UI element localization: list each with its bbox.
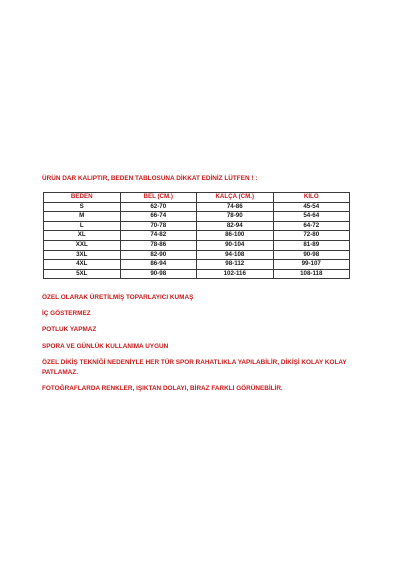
note-not-see-through: İÇ GÖSTERMEZ xyxy=(42,310,91,318)
note-sport-daily-use: SPORA VE GÜNLÜK KULLANIMA UYGUN xyxy=(42,342,169,350)
weight-cell: 99-107 xyxy=(273,260,350,270)
waist-cell: 78-86 xyxy=(120,240,197,250)
hip-cell: 82-94 xyxy=(197,221,274,231)
waist-cell: 82-90 xyxy=(120,250,197,260)
weight-cell: 81-89 xyxy=(273,240,350,250)
table-row xyxy=(44,231,350,241)
table-row xyxy=(44,202,350,212)
waist-cell: 66-74 xyxy=(120,212,197,222)
table-row xyxy=(44,250,350,260)
size-cell: 4XL xyxy=(44,260,121,270)
table-header-row xyxy=(44,193,350,203)
hip-cell: 86-100 xyxy=(197,231,274,241)
table-row xyxy=(44,260,350,270)
size-cell: 3XL xyxy=(44,250,121,260)
table-row xyxy=(44,212,350,222)
size-cell: XXL xyxy=(44,240,121,250)
column-header-weight: KİLO xyxy=(273,193,350,203)
note-stitching: ÖZEL DİKİŞ TEKNİĞİ NEDENİYLE HER TÜR SPOR RAHATLIKLA YAPILABİLİR, DİKİŞİ KOLAY KOLAY PATLAMAZ. xyxy=(42,358,347,376)
size-cell: 5XL xyxy=(44,269,121,279)
weight-cell: 54-64 xyxy=(273,212,350,222)
waist-cell: 90-98 xyxy=(120,269,197,279)
size-cell: M xyxy=(44,212,121,222)
weight-cell: 64-72 xyxy=(273,221,350,231)
weight-cell: 108-118 xyxy=(273,269,350,279)
note-fabric: ÖZEL OLARAK ÜRETİLMİŞ TOPARLAYICI KUMAŞ xyxy=(42,294,194,301)
waist-cell: 70-78 xyxy=(120,221,197,231)
waist-cell: 86-94 xyxy=(120,260,197,270)
column-header-size: BEDEN xyxy=(44,193,121,203)
hip-cell: 98-112 xyxy=(197,260,274,270)
table-row xyxy=(44,240,350,250)
column-header-hip: KALÇA (CM.) xyxy=(197,193,274,203)
hip-cell: 90-104 xyxy=(197,240,274,250)
hip-cell: 94-108 xyxy=(197,250,274,260)
weight-cell: 72-80 xyxy=(273,231,350,241)
column-header-waist: BEL (CM.) xyxy=(120,193,197,203)
weight-cell: 90-98 xyxy=(273,250,350,260)
size-cell: XL xyxy=(44,231,121,241)
size-cell: L xyxy=(44,221,121,231)
table-row xyxy=(44,269,350,279)
waist-cell: 62-70 xyxy=(120,202,197,212)
note-no-bagging: POTLUK YAPMAZ xyxy=(42,326,97,334)
product-feature-notes xyxy=(42,293,360,400)
weight-cell: 45-54 xyxy=(273,202,350,212)
size-chart-table xyxy=(43,192,350,279)
hip-cell: 102-116 xyxy=(197,269,274,279)
size-warning-notice: ÜRÜN DAR KALIPTIR, BEDEN TABLOSUNA DİKKAT EDİNİZ LÜTFEN ! : xyxy=(42,175,258,182)
waist-cell: 74-82 xyxy=(120,231,197,241)
size-cell: S xyxy=(44,202,121,212)
note-photo-colors: FOTOĞRAFLARDA RENKLER, IŞIKTAN DOLAYI, BİRAZ FARKLI GÖRÜNEBİLİR. xyxy=(42,384,283,392)
hip-cell: 74-86 xyxy=(197,202,274,212)
table-row xyxy=(44,221,350,231)
hip-cell: 78-90 xyxy=(197,212,274,222)
